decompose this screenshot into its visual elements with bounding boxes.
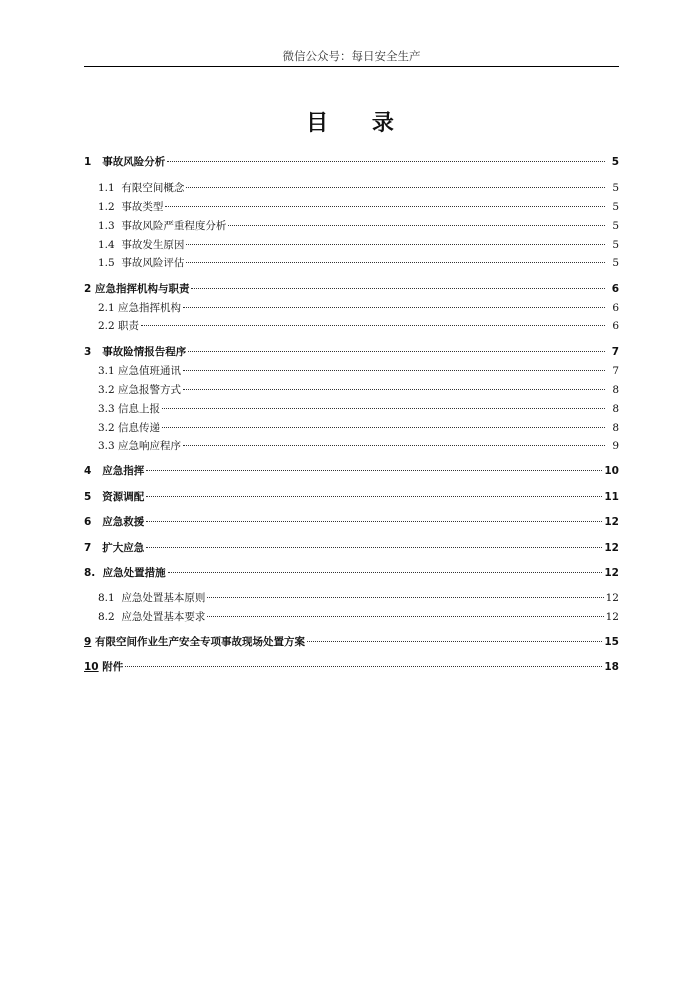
toc-section-entry[interactable]	[84, 255, 619, 271]
toc-dot-leader	[207, 597, 603, 598]
toc-title: 目 录	[306, 110, 412, 136]
toc-entry-label: 1.2 事故类型	[98, 201, 164, 213]
toc-entry-label: 1.5 事故风险评估	[98, 257, 185, 269]
toc-section-entry[interactable]	[84, 438, 619, 454]
toc-page-number: 8	[612, 403, 619, 415]
toc-entry-label: 2.2 职责	[98, 320, 140, 332]
toc-page-number: 10	[604, 465, 619, 477]
toc-entry-label: 4 应急指挥	[84, 465, 145, 477]
toc-page-number: 12	[605, 611, 619, 623]
page-header: 微信公众号：每日安全生产	[282, 49, 421, 63]
toc-dot-leader	[188, 351, 605, 352]
toc-dot-leader	[183, 445, 605, 446]
toc-section-entry[interactable]	[84, 180, 619, 196]
toc-page-number: 6	[611, 283, 619, 295]
toc-page-number: 5	[612, 201, 619, 213]
toc-chapter-entry[interactable]	[84, 344, 619, 360]
toc-page-number: 7	[612, 365, 619, 377]
toc-entry-label: 3.3 信息上报	[98, 403, 161, 415]
toc-section-entry[interactable]	[84, 237, 619, 253]
toc-entry-label: 3.2 信息传递	[98, 422, 161, 434]
toc-page-number: 6	[612, 302, 619, 314]
toc-entry-label: 1.1 有限空间概念	[98, 182, 185, 194]
toc-chapter-entry[interactable]	[84, 659, 619, 675]
toc-section-entry[interactable]	[84, 218, 619, 234]
toc-entry-label: 3 事故险情报告程序	[84, 346, 187, 358]
toc-entry-label: 1.4 事故发生原因	[98, 239, 185, 251]
toc-dot-leader	[183, 370, 605, 371]
toc-page-number: 7	[611, 346, 619, 358]
toc-entry-label: 8.1 应急处置基本原则	[98, 592, 206, 604]
toc-entry-label: 8.2 应急处置基本要求	[98, 611, 206, 623]
toc-chapter-entry[interactable]	[84, 154, 619, 170]
toc-page-number: 12	[604, 567, 619, 579]
toc-section-entry[interactable]	[84, 199, 619, 215]
toc-dot-leader	[183, 307, 605, 308]
toc-dot-leader	[186, 262, 605, 263]
toc-dot-leader	[146, 547, 602, 548]
toc-chapter-entry[interactable]	[84, 634, 619, 650]
toc-section-entry[interactable]	[84, 363, 619, 379]
toc-entry-label: 3.3 应急响应程序	[98, 440, 182, 452]
toc-page-number: 11	[604, 491, 619, 503]
toc-page-number: 5	[612, 220, 619, 232]
toc-dot-leader	[162, 427, 605, 428]
toc-entry-label: 2 应急指挥机构与职责	[84, 283, 190, 295]
toc-dot-leader	[207, 616, 603, 617]
toc-chapter-entry[interactable]	[84, 463, 619, 479]
toc-page-number: 5	[612, 182, 619, 194]
toc-entry-label: 5 资源调配	[84, 491, 145, 503]
toc-dot-leader	[146, 521, 602, 522]
toc-chapter-entry[interactable]	[84, 514, 619, 530]
toc-entry-label: 1.3 事故风险严重程度分析	[98, 220, 227, 232]
toc-dot-leader	[141, 325, 605, 326]
toc-section-entry[interactable]	[84, 382, 619, 398]
toc-page-number: 8	[612, 422, 619, 434]
toc-chapter-entry[interactable]	[84, 565, 619, 581]
toc-dot-leader	[168, 572, 603, 573]
toc-dot-leader	[228, 225, 605, 226]
toc-page-number: 8	[612, 384, 619, 396]
toc-section-entry[interactable]	[84, 300, 619, 316]
toc-section-entry[interactable]	[84, 590, 619, 606]
toc-entry-label: 3.1 应急值班通讯	[98, 365, 182, 377]
toc-entry-label: 3.2 应急报警方式	[98, 384, 182, 396]
toc-dot-leader	[183, 389, 605, 390]
toc-page-number: 12	[604, 516, 619, 528]
toc-page-number: 12	[605, 592, 619, 604]
toc-section-entry[interactable]	[84, 420, 619, 436]
toc-page-number: 5	[611, 156, 619, 168]
toc-dot-leader	[167, 161, 605, 162]
toc-entry-label: 7 扩大应急	[84, 542, 145, 554]
toc-page-number: 5	[612, 239, 619, 251]
toc-entry-label: 1 事故风险分析	[84, 156, 166, 168]
toc-page-number: 6	[612, 320, 619, 332]
toc-section-entry[interactable]	[84, 401, 619, 417]
toc-entry-label: 8. 应急处置措施	[84, 567, 166, 579]
toc-chapter-entry[interactable]	[84, 281, 619, 297]
toc-chapter-entry[interactable]	[84, 489, 619, 505]
toc-page-number: 18	[604, 661, 619, 673]
header-rule	[84, 66, 619, 67]
toc-entry-label: 10 附件	[84, 661, 124, 673]
toc-entry-label: 2.1 应急指挥机构	[98, 302, 182, 314]
toc-dot-leader	[146, 496, 602, 497]
toc-section-entry[interactable]	[84, 609, 619, 625]
toc-dot-leader	[165, 206, 605, 207]
toc-dot-leader	[125, 666, 602, 667]
toc-dot-leader	[191, 288, 605, 289]
toc-chapter-entry[interactable]	[84, 540, 619, 556]
toc-page-number: 9	[612, 440, 619, 452]
toc-entry-label: 9 有限空间作业生产安全专项事故现场处置方案	[84, 636, 305, 648]
toc-dot-leader	[186, 244, 605, 245]
toc-page-number: 5	[612, 257, 619, 269]
toc-entry-label: 6 应急救援	[84, 516, 145, 528]
toc-section-entry[interactable]	[84, 318, 619, 334]
toc-page-number: 12	[604, 542, 619, 554]
toc-dot-leader	[162, 408, 605, 409]
toc-dot-leader	[307, 641, 602, 642]
toc-dot-leader	[186, 187, 605, 188]
toc-dot-leader	[146, 470, 602, 471]
toc-page-number: 15	[604, 636, 619, 648]
